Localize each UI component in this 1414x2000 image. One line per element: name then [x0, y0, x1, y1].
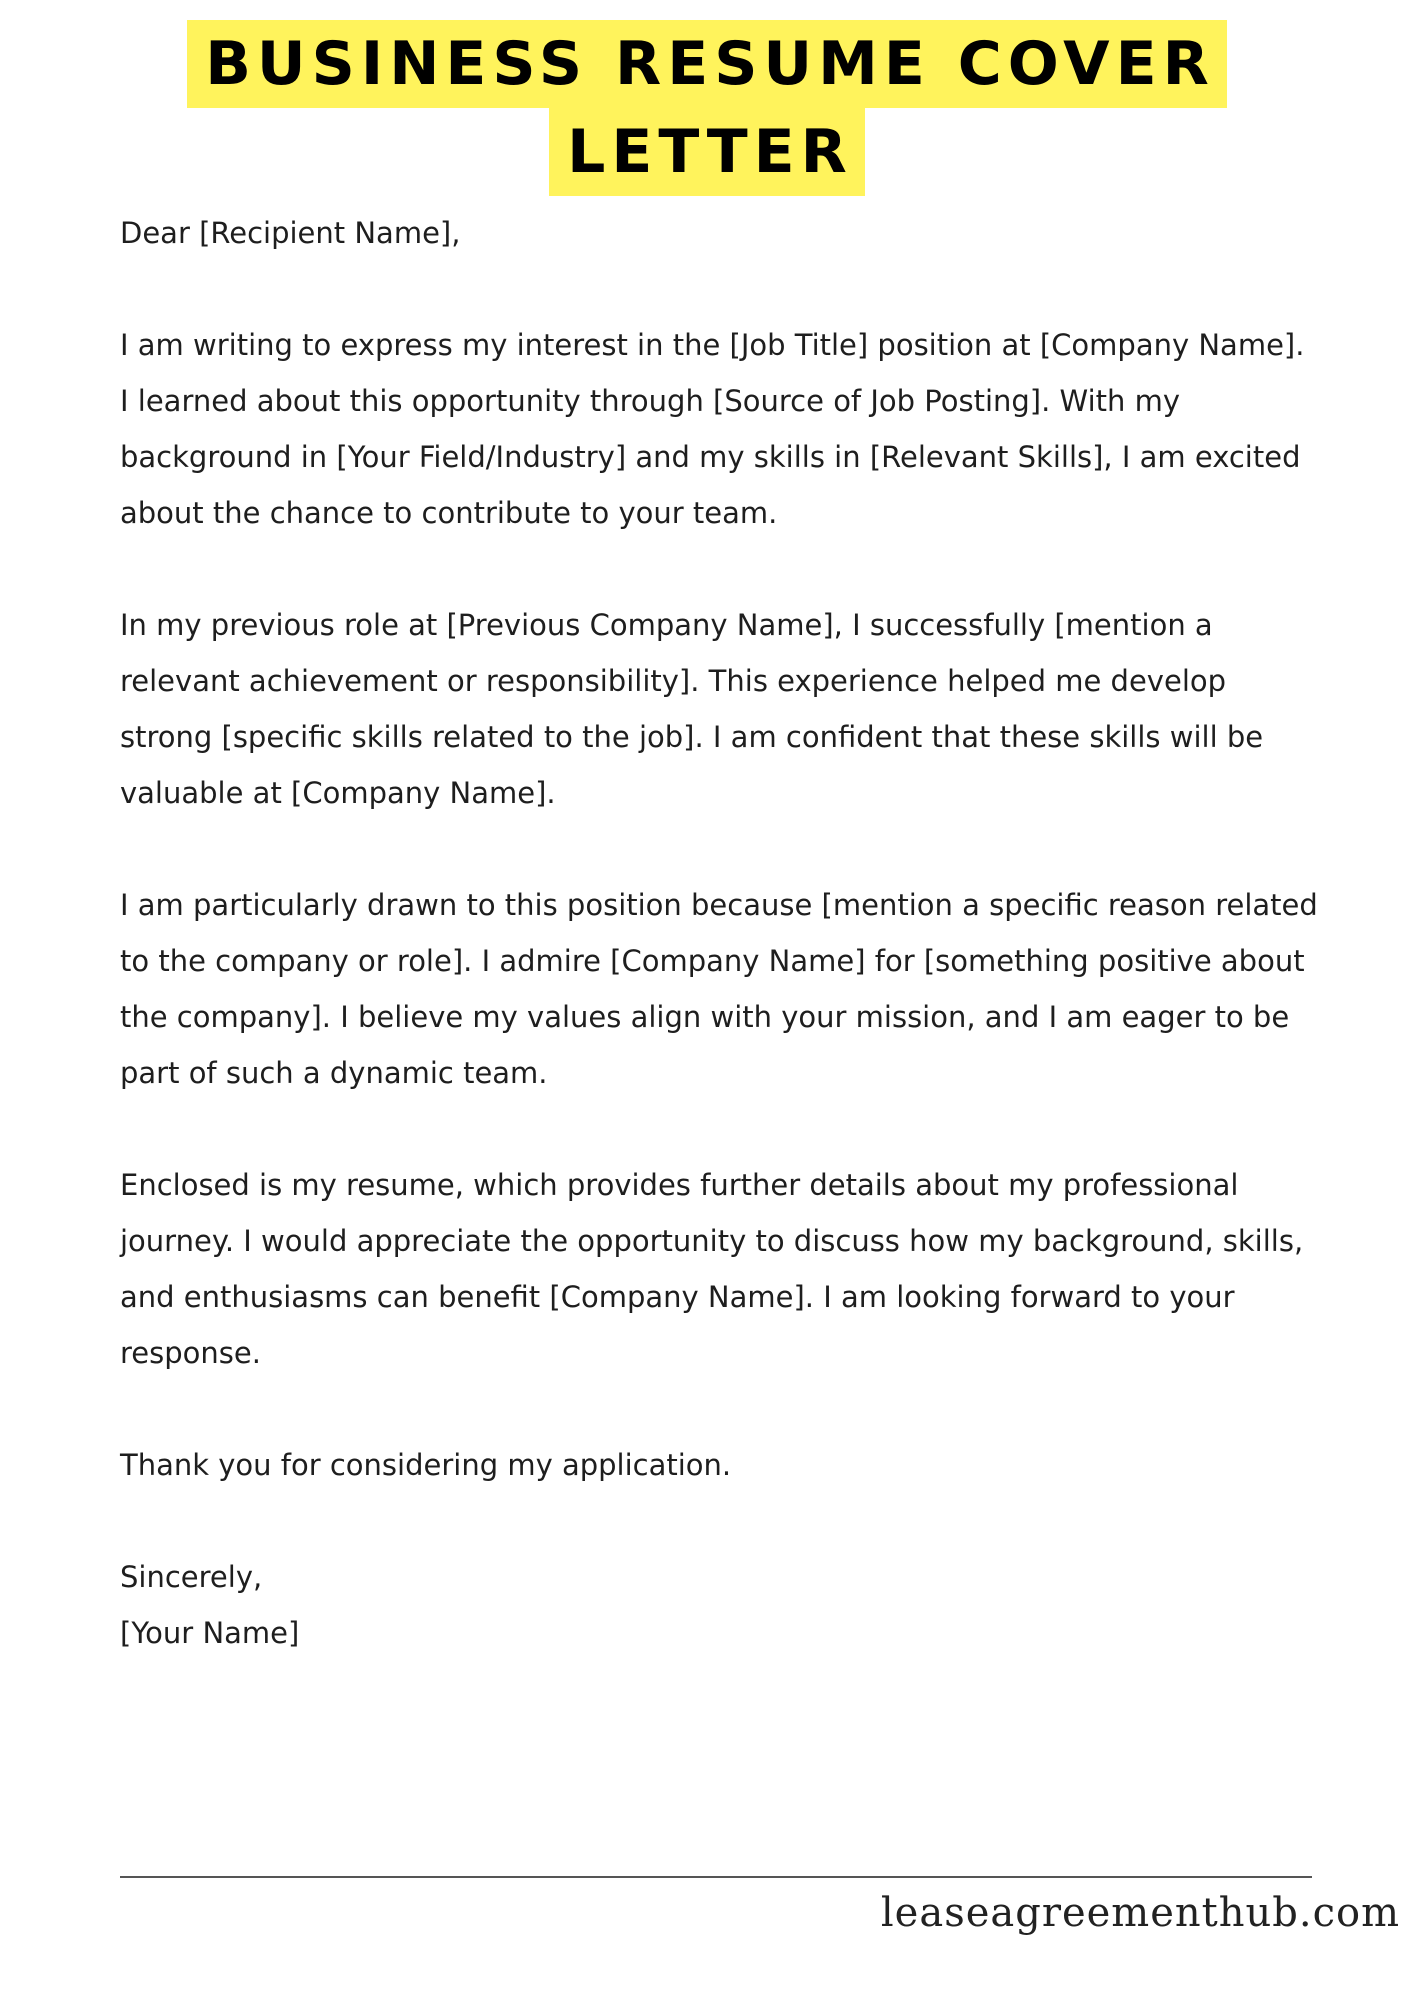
document-title: [0, 20, 1414, 196]
paragraph-thanks: Thank you for considering my application.: [120, 1448, 732, 1482]
signature: [Your Name]: [120, 1616, 300, 1650]
paragraph-intro: I am writing to express my interest in the [Job Title] position at [Company Name]. I learned about this opportunity through [Source of Job Posting]. With my background in [Your Field/Industry] and my skills in [Relevant Skills], I am excited about the chance to contribute to your team.: [120, 328, 1305, 530]
paragraph-experience: In my previous role at [Previous Company Name], I successfully [mention a relevant achievement or responsibility]. This experience helped me develop strong [specific skills related to the job]. I am confident that these skills will be valuable at [Company Name].: [120, 608, 1264, 810]
letter-body: [120, 205, 1320, 1661]
paragraph-motivation: I am particularly drawn to this position because [mention a specific reason related to the company or role]. I admire [Company Name] for [something positive about the company]. I believe my values align with your mission, and I am eager to be part of such a dynamic team.: [120, 888, 1318, 1090]
footer-divider: [120, 1876, 1312, 1878]
title-line-2: LETTER: [549, 108, 865, 196]
paragraph-enclosure: Enclosed is my resume, which provides further details about my professional journey. I would appreciate the opportunity to discuss how my background, skills, and enthusiasms can benefit [Company Name]. I am looking forward to your response.: [120, 1168, 1304, 1370]
closing: Sincerely,: [120, 1560, 263, 1594]
title-line-1: BUSINESS RESUME COVER: [187, 20, 1227, 108]
salutation: Dear [Recipient Name],: [120, 216, 461, 250]
footer-website: leaseagreementhub.com: [880, 1890, 1400, 1936]
